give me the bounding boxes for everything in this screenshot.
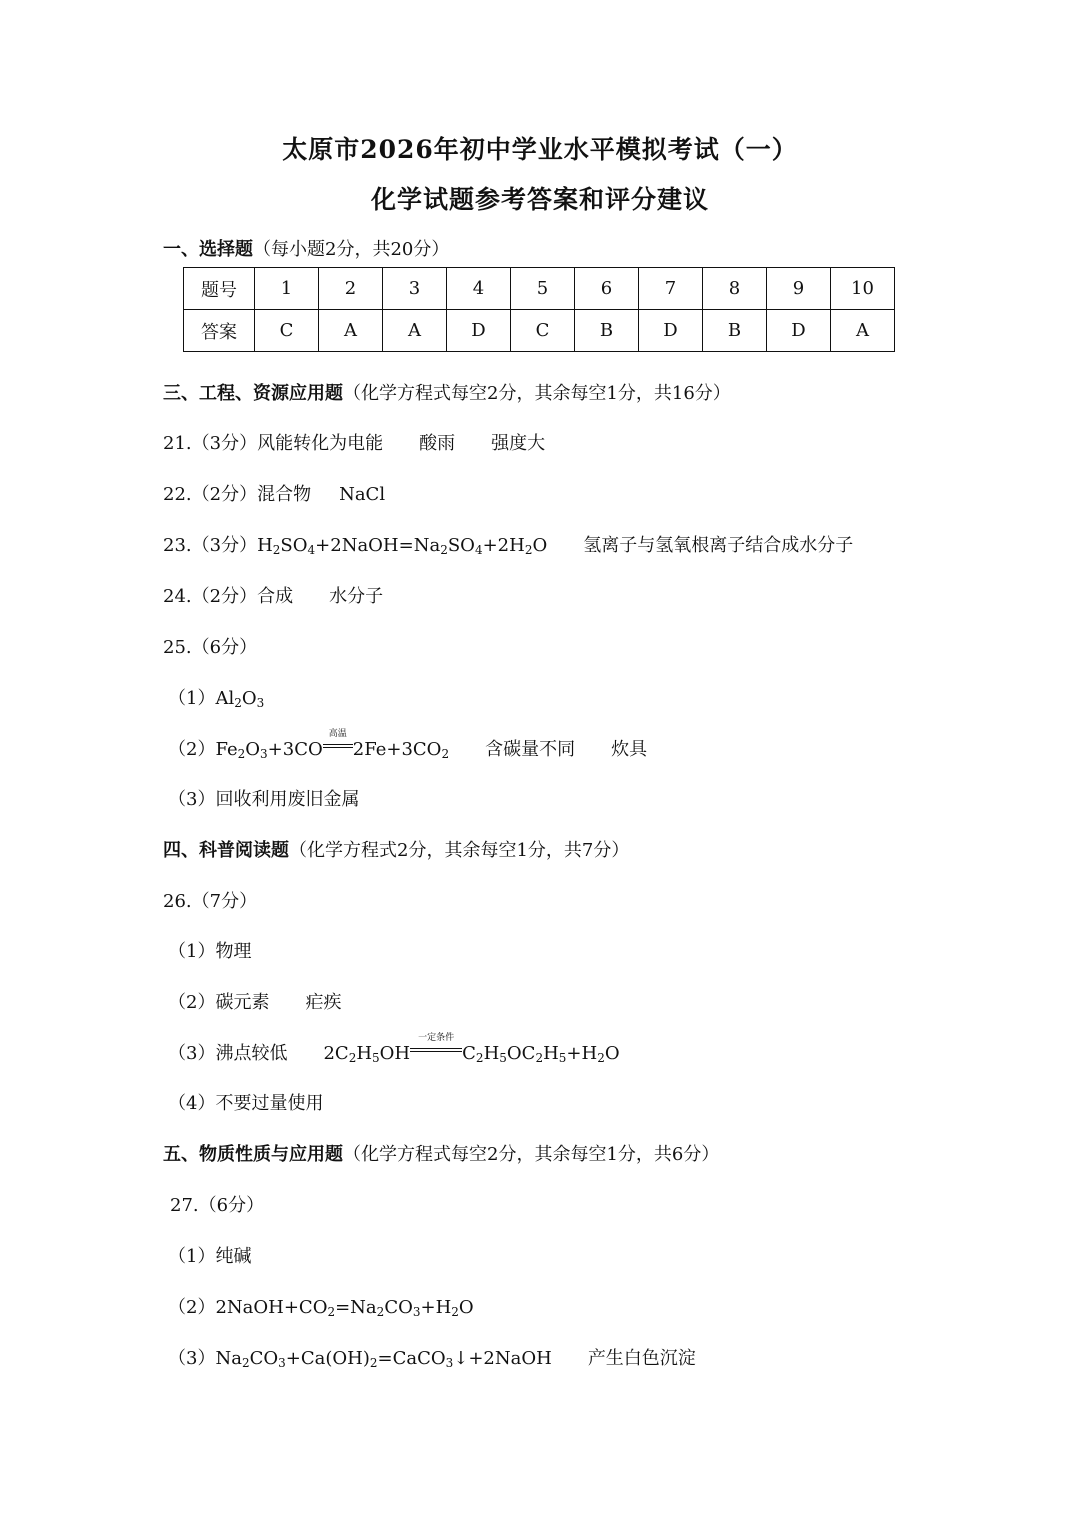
answer-cell: C xyxy=(255,310,319,352)
answer-text: NaCl xyxy=(339,484,386,505)
answer-line-26-4 xyxy=(168,1089,323,1115)
answer-line-25 xyxy=(163,633,257,659)
question-label: 27.（6分） xyxy=(170,1195,265,1216)
question-number: 9 xyxy=(767,268,831,310)
part-label: （1） xyxy=(168,941,216,962)
part-label: （4） xyxy=(168,1093,216,1114)
answer-line-25-2 xyxy=(168,729,648,761)
answer-line-26-1 xyxy=(168,937,251,963)
answer-cell: D xyxy=(767,310,831,352)
part-label: （1） xyxy=(168,688,216,709)
answer-line-23 xyxy=(163,531,853,557)
question-label: 24.（2分） xyxy=(163,586,258,607)
answer-text: 沸点较低 xyxy=(215,1043,288,1064)
question-label: 22.（2分） xyxy=(163,484,258,505)
part-label: （2） xyxy=(168,739,216,760)
part-label: （2） xyxy=(168,992,216,1013)
answer-line-22 xyxy=(163,480,385,506)
question-number: 7 xyxy=(639,268,703,310)
answer-text: 产生白色沉淀 xyxy=(587,1348,696,1369)
question-number: 10 xyxy=(831,268,895,310)
answer-cell: A xyxy=(383,310,447,352)
answer-line-27-3 xyxy=(168,1344,696,1370)
answer-text: 碳元素 xyxy=(215,992,270,1013)
reaction-condition: 一定条件 xyxy=(410,1043,462,1064)
question-label: 25.（6分） xyxy=(163,637,258,658)
table-row-answers xyxy=(184,310,895,352)
chemical-equation: $Na_2CO_3+Ca(OH)_2=CaCO_3↓+2NaOH$ xyxy=(215,1348,552,1370)
answer-text: 强度大 xyxy=(491,433,546,454)
section-4-title: 四、科普阅读题 xyxy=(163,840,289,861)
answer-line-27-2 xyxy=(168,1293,474,1319)
answer-cell: C xyxy=(511,310,575,352)
question-number: 8 xyxy=(703,268,767,310)
part-label: （1） xyxy=(168,1246,216,1267)
question-number: 6 xyxy=(575,268,639,310)
page-title: 太原市2026年初中学业水平模拟考试（一） xyxy=(282,135,798,164)
section-1-heading xyxy=(163,235,449,261)
question-number: 3 xyxy=(383,268,447,310)
answer-text: 氢离子与氢氧根离子结合成水分子 xyxy=(583,535,854,556)
answer-line-26-2 xyxy=(168,988,341,1014)
answer-cell: D xyxy=(639,310,703,352)
question-number: 5 xyxy=(511,268,575,310)
chemical-equation: $H_2SO_4+2NaOH=Na_2SO_4+2H_2O$ xyxy=(257,535,548,557)
answer-cell: A xyxy=(831,310,895,352)
question-number: 2 xyxy=(319,268,383,310)
answer-line-26 xyxy=(163,887,257,913)
answer-cell: B xyxy=(575,310,639,352)
answer-text: 纯碱 xyxy=(215,1246,252,1267)
part-label: （3） xyxy=(168,789,216,810)
section-4-note: （化学方程式2分，其余每空1分，共7分） xyxy=(289,840,630,861)
section-4-heading xyxy=(163,836,629,862)
section-1-title: 一、选择题 xyxy=(163,239,253,260)
question-number: 4 xyxy=(447,268,511,310)
answer-text: 酸雨 xyxy=(419,433,456,454)
answer-line-24 xyxy=(163,582,383,608)
section-5-heading xyxy=(163,1140,719,1166)
section-5-note: （化学方程式每空2分，其余每空1分，共6分） xyxy=(343,1144,720,1165)
answer-line-26-3 xyxy=(168,1033,620,1065)
answer-line-25-3 xyxy=(168,785,359,811)
answer-text: 风能转化为电能 xyxy=(257,433,384,454)
answer-line-27-1 xyxy=(168,1242,251,1268)
answer-line-27 xyxy=(170,1191,264,1217)
question-label: 23.（3分） xyxy=(163,535,258,556)
page-subtitle: 化学试题参考答案和评分建议 xyxy=(370,185,709,214)
reaction-condition: 高温 xyxy=(323,739,353,760)
answer-text: 疟疾 xyxy=(305,992,342,1013)
answer-text: 不要过量使用 xyxy=(215,1093,324,1114)
chemical-equation: $Fe_2O_3+3CO$ 高温 $2Fe+3CO_2$ xyxy=(215,729,450,761)
answer-text: 合成 xyxy=(257,586,294,607)
section-3-title: 三、工程、资源应用题 xyxy=(163,383,343,404)
chemical-equation: $2NaOH+CO_2=Na_2CO_3+H_2O$ xyxy=(215,1297,474,1319)
section-3-heading xyxy=(163,379,731,405)
answer-cell: A xyxy=(319,310,383,352)
table-row-numbers xyxy=(184,268,895,310)
answer-text: 回收利用废旧金属 xyxy=(215,789,360,810)
row-label-number: 题号 xyxy=(184,268,255,310)
question-label: 21.（3分） xyxy=(163,433,258,454)
answer-line-25-1 xyxy=(168,684,264,710)
section-5-title: 五、物质性质与应用题 xyxy=(163,1144,343,1165)
part-label: （3） xyxy=(168,1043,216,1064)
answer-cell: D xyxy=(447,310,511,352)
chemical-formula: $Al_2O_3$ xyxy=(215,688,265,710)
answer-text: 混合物 xyxy=(257,484,312,505)
section-3-note: （化学方程式每空2分，其余每空1分，共16分） xyxy=(343,383,731,404)
answer-line-21 xyxy=(163,429,545,455)
part-label: （2） xyxy=(168,1297,216,1318)
row-label-answer: 答案 xyxy=(184,310,255,352)
answer-table xyxy=(183,267,895,352)
part-label: （3） xyxy=(168,1348,216,1369)
answer-text: 炊具 xyxy=(611,739,648,760)
section-1-note: （每小题2分，共20分） xyxy=(253,239,450,260)
question-number: 1 xyxy=(255,268,319,310)
answer-text: 物理 xyxy=(215,941,252,962)
answer-cell: B xyxy=(703,310,767,352)
answer-text: 水分子 xyxy=(329,586,384,607)
chemical-equation: $2C_2H_5OH$ 一定条件 $C_2H_5OC_2H_5+H_2O$ xyxy=(323,1033,620,1065)
question-label: 26.（7分） xyxy=(163,891,258,912)
answer-text: 含碳量不同 xyxy=(485,739,576,760)
